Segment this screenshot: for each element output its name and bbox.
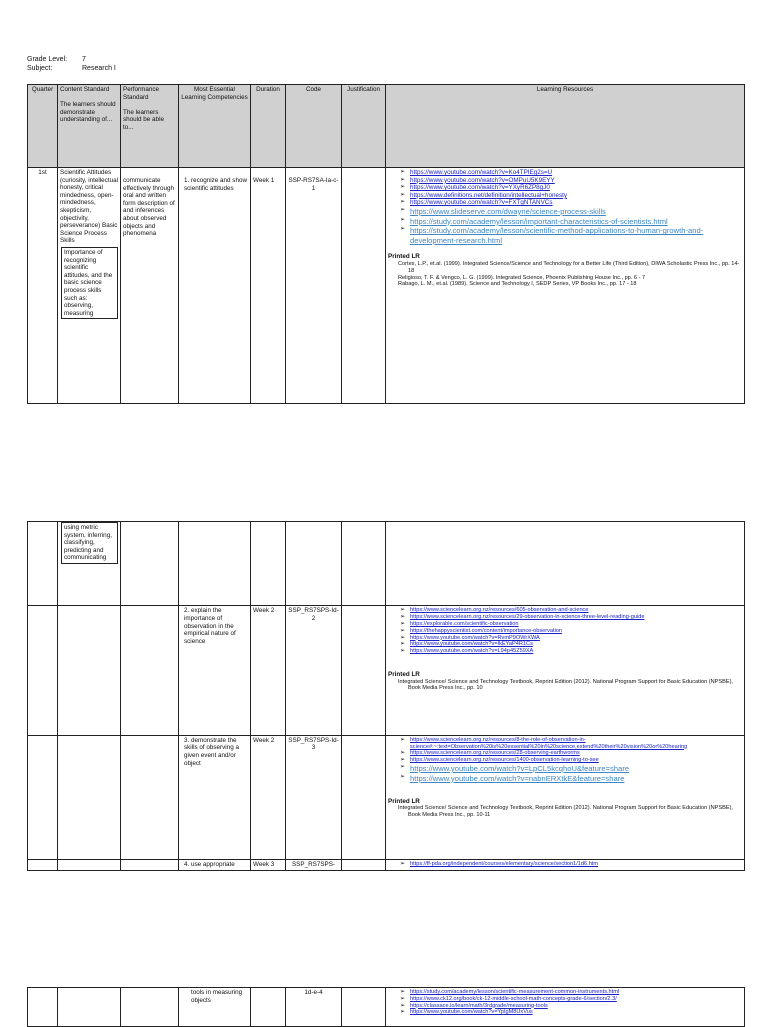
quarter-cell [28, 988, 58, 1027]
duration-cell: Week 3 [251, 860, 286, 871]
curriculum-table-page1 [27, 84, 745, 404]
competency-cell [179, 606, 251, 736]
resources-cell [386, 735, 745, 860]
table-row [28, 606, 745, 736]
header-row [28, 85, 745, 168]
resource-link[interactable]: https://www.sciencelearn.org.nz/resources/29-observation-in-science-three-level-reading-guide [410, 614, 645, 621]
code-cell [286, 168, 342, 404]
competency-text: 2. explain the importance of observation in the empirical nature of science [184, 607, 236, 645]
resource-link[interactable]: https://explorable.com/scientific-observation [410, 620, 519, 627]
resource-link[interactable]: https://www.definitions.net/definition/intellectual+honesty [410, 191, 567, 199]
quarter-cell [28, 860, 58, 871]
list-item [400, 628, 742, 635]
justification-cell [342, 988, 386, 1027]
resource-link[interactable]: https://www.youtube.com/watch?v=L94p45Z59XA [410, 648, 534, 655]
header-resources: Learning Resources [386, 85, 745, 168]
performance-standard-cell [121, 860, 179, 871]
list-item [400, 737, 742, 751]
duration-text: Week 1 [253, 177, 275, 184]
resource-link[interactable]: https://classace.io/learn/math/3rdgrade/measuring-tools [410, 1002, 548, 1009]
competency-text: 4. use appropriate [184, 861, 235, 869]
header-duration: Duration [251, 85, 286, 168]
list-item [400, 1003, 742, 1010]
quarter-cell [28, 735, 58, 860]
list-item [400, 861, 742, 868]
content-standard-cell [58, 522, 121, 606]
reference: Integrated Science/ Science and Technology Textbook, Reprint Edition (2012). National Program Support for Basic Education (NPSBE), Book Media Press Inc., pp. 10-11 [398, 805, 733, 819]
resources-cell [386, 168, 745, 404]
resource-links [388, 989, 742, 1016]
resource-link[interactable]: https://study.com/academy/lesson/scientific-method-applications-to-human-growth-and-development-research.html [410, 226, 704, 245]
resource-link[interactable]: https://www.youtube.com/watch?v=LpCL5kcqhoU&feature=share [410, 764, 630, 774]
justification-cell [342, 168, 386, 404]
content-standard-cell [58, 860, 121, 871]
performance-standard-cell [121, 168, 179, 404]
grade-value: 7 [82, 56, 86, 63]
table-row [28, 735, 745, 860]
printed-lr-label: Printed LR [388, 253, 420, 261]
resource-links [388, 169, 742, 245]
content-standard-cell [58, 168, 121, 404]
subject [27, 65, 116, 73]
code-cell: SSP_RS7SPS-Id-2 [286, 606, 342, 736]
resource-link[interactable]: https://thehappyscientist.com/content/importance-observation [410, 627, 563, 634]
grade-level [27, 56, 86, 64]
justification-cell [342, 860, 386, 871]
table-row [28, 860, 745, 871]
resource-link[interactable]: https://ff-pda.org/independent/courses/elementary/science/section1/1d6.htm [410, 861, 599, 868]
list-item [400, 169, 742, 177]
justification-cell [342, 735, 386, 860]
code-cell: SSP_RS7SPS- [286, 860, 342, 871]
competency-cell [179, 988, 251, 1027]
resource-link[interactable]: https://study.com/academy/lesson/important-characteristics-of-scientists.html [410, 216, 668, 226]
code-text: SSP-RS7SA-Ia-c-1 [288, 177, 339, 192]
duration-cell [251, 988, 286, 1027]
resources-cell [386, 522, 745, 606]
printed-lr-label: Printed LR [388, 670, 420, 678]
justification-cell [342, 522, 386, 606]
list-item [400, 750, 742, 757]
duration-cell [251, 522, 286, 606]
resource-link[interactable]: https://www.youtube.com/watch?v=FXTgNTANVCs [410, 199, 553, 207]
list-item [400, 607, 742, 614]
resource-links [388, 607, 742, 655]
performance-standard-cell [121, 988, 179, 1027]
resources-cell [386, 860, 745, 871]
resource-links [388, 861, 742, 868]
competency-text: 1. recognize and show scientific attitudes [184, 177, 248, 192]
subject-label: Subject: [27, 65, 53, 72]
resource-link[interactable]: https://www.youtube.com/watch?v=YpIgM8UxVus [410, 1009, 533, 1016]
list-item [400, 177, 742, 185]
list-item [400, 764, 742, 774]
reference: Religioso, T. F. & Vengco, L. G. (1999). Integrated Science, Phoenix Publishing House Inc., pp. 6 - 7 [398, 274, 646, 281]
list-item [400, 207, 742, 217]
list-item [400, 757, 742, 764]
list-item [400, 1009, 742, 1016]
header-quarter: Quarter [28, 85, 58, 168]
performance-standard-cell [121, 735, 179, 860]
content-text: Scientific Attitudes (curiosity, intellectual honesty, critical mindedness, open-mindedness, skepticism, objectivity, perseverance) Basic Science Process Skills [60, 169, 118, 245]
list-item [400, 989, 742, 996]
duration-cell [251, 168, 286, 404]
list-item [400, 217, 742, 227]
duration-cell: Week 2 [251, 606, 286, 736]
table-row [28, 168, 745, 404]
list-item [400, 192, 742, 200]
content-box: Importance of recognizing scientific attitudes, and the basic science process skills such as: observing, measuring [61, 247, 118, 319]
reference: Cortes, L.P., et.al. (1999). Integrated Science/Science and Technology for a Better Life (Third Edition), DIWA Scholastic Press Inc., pp. 14-18 [398, 260, 740, 274]
list-item [400, 635, 742, 642]
subject-value: Research I [82, 65, 116, 72]
list-item [400, 648, 742, 655]
code-cell: SSP_RS7SPS-Id-3 [286, 735, 342, 860]
resource-link[interactable]: https://www.youtube.com/watch?v=IkEYaP4R1Cs [410, 641, 533, 648]
resource-link[interactable]: https://www.youtube.com/watch?v=YXyR6ZP8gJ0 [410, 184, 550, 192]
quarter-cell [28, 522, 58, 606]
resource-link[interactable]: https://www.youtube.com/watch?v=RvmP9OWrXWA [410, 634, 540, 641]
resource-link[interactable]: https://www.youtube.com/watch?v=OMPuU5K9EYY [410, 176, 555, 184]
list-item [400, 199, 742, 207]
list-item [400, 774, 742, 784]
content-standard-cell [58, 988, 121, 1027]
list-item [400, 614, 742, 621]
printed-lr-label: Printed LR [388, 797, 420, 805]
resource-link[interactable]: https://www.slideserve.com/dwayne/science-process-skills [410, 206, 606, 216]
code-cell: 1d-e-4 [286, 988, 342, 1027]
resource-link[interactable]: https://www.youtube.com/watch?v=Ko4TPIEg2s=U [410, 169, 553, 176]
resource-link[interactable]: https://www.ck12.org/book/ck-12-middle-school-math-concepts-grade-6/section/2.3/ [410, 995, 617, 1002]
competency-text: 3. demonstrate the skills of observing a given event and/or object [184, 736, 239, 767]
duration-cell: Week 2 [251, 735, 286, 860]
resource-link[interactable]: https://www.youtube.com/watch?v=nabnERXtkE&feature=share [410, 773, 625, 783]
resource-links [388, 737, 742, 784]
resource-link[interactable]: https://www.sciencelearn.org.nz/resources/1400-observation-learning-to-see [410, 757, 599, 764]
header-competencies: Most Essential Learning Competencies [179, 85, 251, 168]
table-row [28, 988, 745, 1027]
header-justification: Justification [342, 85, 386, 168]
table-row [28, 522, 745, 606]
content-box: using metric system, inferring, classifying, predicting and communicating [61, 522, 118, 564]
resources-cell [386, 988, 745, 1027]
performance-text: communicate effectively through oral and written form description of and inferences about observed objects and phenomena [123, 177, 175, 238]
reference: Rabago, L. M., et.al. (1989). Science and Technology I, SEDP Series, VP Books Inc., pp. 17 - 18 [398, 281, 637, 288]
header-code: Code [286, 85, 342, 168]
resource-link[interactable]: https://www.sciencelearn.org.nz/resources/28-observing-earthworms [410, 750, 580, 757]
list-item [400, 621, 742, 628]
list-item [400, 996, 742, 1003]
reference: Integrated Science/ Science and Technology Textbook, Reprint Edition (2012). National Program Support for Basic Education (NPSBE), Book Media Press Inc., pp. 10 [398, 678, 733, 692]
resource-link[interactable]: https://study.com/academy/lesson/scientific-measurement-common-instruments.html [410, 989, 620, 995]
curriculum-table-page2 [27, 521, 745, 871]
curriculum-table-page3 [27, 987, 745, 1027]
list-item [400, 641, 742, 648]
competency-text: tools in measuring objects [191, 989, 243, 1004]
resource-link[interactable]: https://www.sciencelearn.org.nz/resources/8-the-role-of-observation-in-science#:~:text=Observation%20is%20essential%20in%20science,extend%20their%20vision%20or%20hearing [410, 736, 688, 750]
resources-cell [386, 606, 745, 736]
header-performance-standard: Performance Standard The learners should be able to... [121, 85, 179, 168]
justification-cell [342, 606, 386, 736]
list-item [400, 184, 742, 192]
resource-link[interactable]: https://www.sciencelearn.org.nz/resources/605-observation-and-science [410, 607, 589, 614]
performance-standard-cell [121, 522, 179, 606]
competency-cell [179, 168, 251, 404]
quarter-cell [28, 606, 58, 736]
competency-cell [179, 735, 251, 860]
header-content-standard: Content Standard The learners should demonstrate understanding of... [58, 85, 121, 168]
competency-cell [179, 860, 251, 871]
content-standard-cell [58, 735, 121, 860]
quarter-cell: 1st [28, 168, 58, 404]
content-standard-cell [58, 606, 121, 736]
competency-cell [179, 522, 251, 606]
code-cell [286, 522, 342, 606]
list-item [400, 226, 742, 245]
grade-label: Grade Level: [27, 56, 68, 63]
performance-standard-cell [121, 606, 179, 736]
